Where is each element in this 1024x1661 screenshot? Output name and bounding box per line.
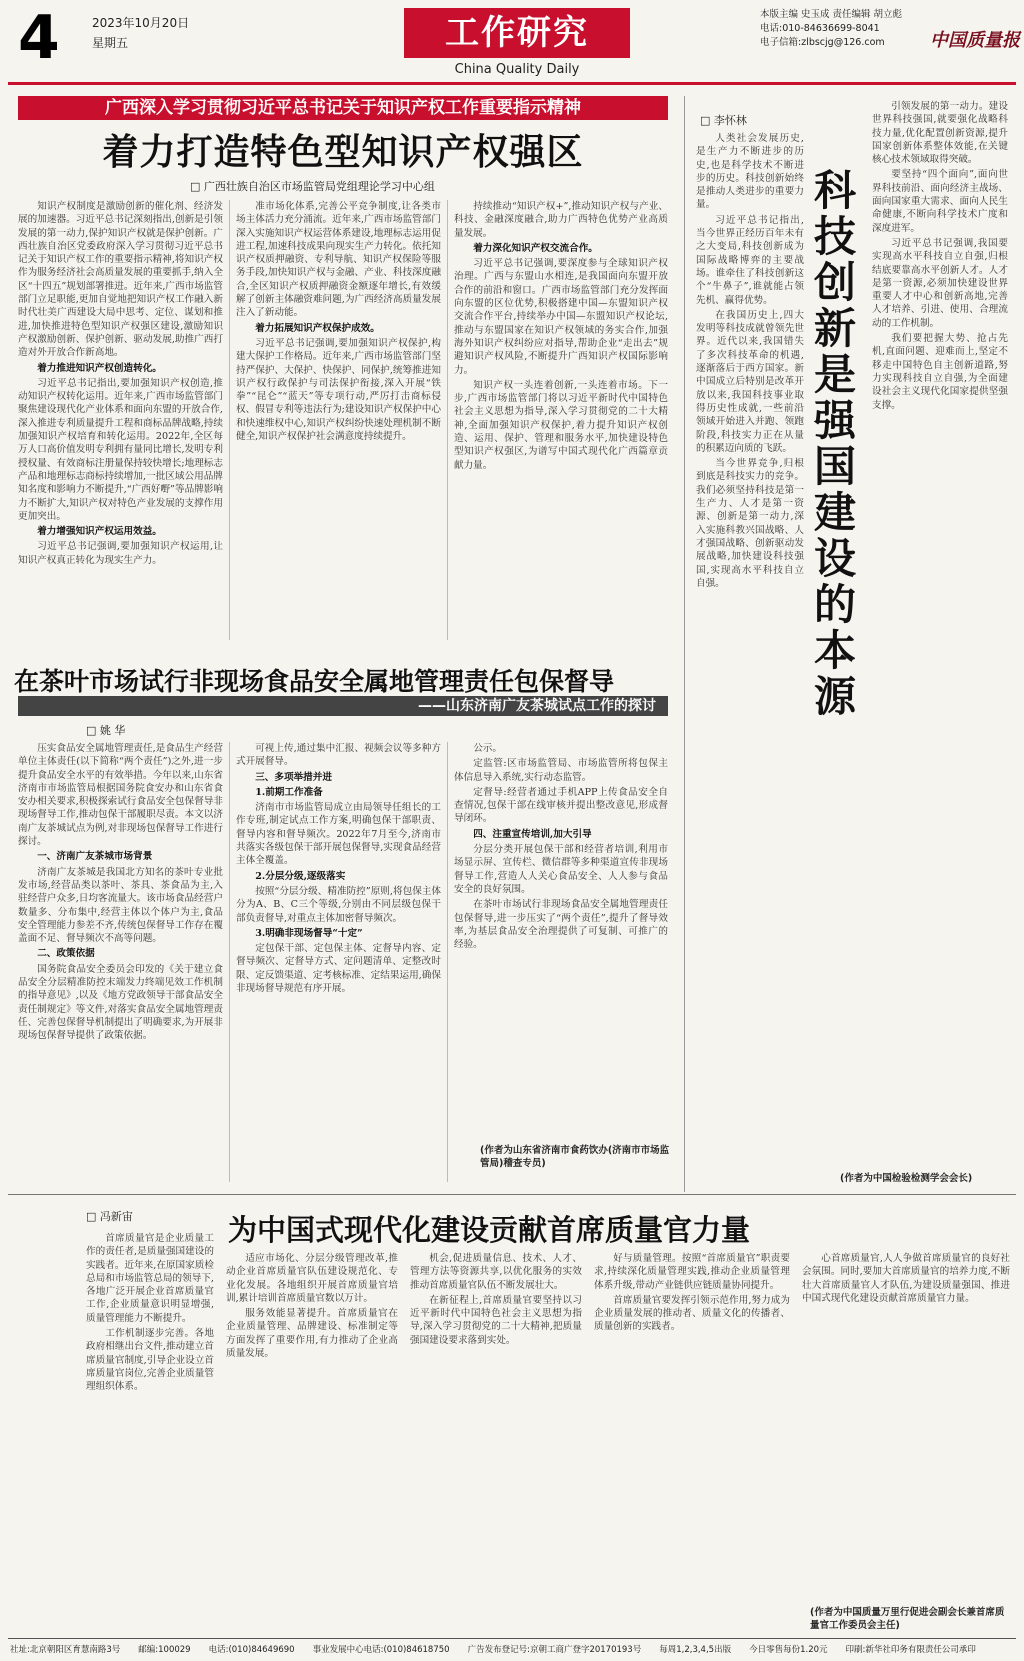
- section-subheading: 2.分层分级,逐级落实: [255, 870, 346, 882]
- article4-byline: □ 冯新宙: [86, 1210, 133, 1223]
- paragraph: 济南市市场监管局成立由局领导任组长的工作专班,制定试点工作方案,明确包保干部职责、督导内容和督导频次。2022年7月至今,济南市共落实各级包保干部开展包保督导,实现食品经营主体全覆盖。: [236, 802, 441, 867]
- article2-column-2: [236, 742, 441, 1182]
- paragraph: 定包保干部、定包保主体、定督导内容、定督导频次、定督导方式、定问题清单、定整改时限、定反馈渠道、定考核标准、定结果运用,确保非现场督导规范有序开展。: [236, 943, 441, 995]
- editor-phone: 电话:010-84636699-8041: [760, 23, 880, 34]
- article4-column-4: [594, 1252, 790, 1628]
- section-title: 工作研究: [404, 8, 630, 58]
- article3-author-note: (作者为中国检验检测学会会长): [840, 1173, 973, 1184]
- article2-byline: □ 姚 华: [86, 724, 126, 737]
- article1-kicker: 广西深入学习贯彻习近平总书记关于知识产权工作重要指示精神: [18, 96, 668, 120]
- paragraph: 准市场化体系,完善公平竞争制度,让各类市场主体活力充分涌流。近年来,广西市场监管部门深入实施知识产权运营体系建设,地理标志运用促进工程,加速科技成果向现实生产力转化。依托知识产权质押融资、专利导航、知识产权保险等服务手段,加快知识产权与金融、产业、科技深度融合,全区知识产权质押融资金额逐年增长,有效缓解了创新主体融资难问题,为广西经济高质量发展注入了新动能。: [236, 201, 441, 319]
- paragraph: 在新征程上,首席质量官要坚持以习近平新时代中国特色社会主义思想为指导,深入学习贯彻党的二十大精神,把质量强国建设要求落到实处。: [410, 1294, 582, 1346]
- paper-english-name: China Quality Daily: [454, 62, 580, 77]
- paragraph: 机会,促进质量信息、技术、人才、管理方法等资源共享,以优化服务的实效推动首席质量官队伍不断发展壮大。: [410, 1253, 582, 1291]
- section-subheading: 二、政策依据: [37, 948, 95, 960]
- paragraph: 在茶叶市场试行非现场食品安全属地管理责任包保督导,进一步压实了“两个责任”,提升了督导效率,为基层食品安全治理提供了可复制、可推广的经验。: [454, 899, 668, 951]
- section-subheading: 着力增强知识产权运用效益。: [37, 526, 162, 538]
- paragraph: 习近平总书记指出,当今世界正经历百年未有之大变局,科技创新成为国际战略博弈的主要战场。谁牵住了科技创新这个“牛鼻子”,谁就能占领先机、赢得优势。: [696, 214, 804, 306]
- paragraph: 在我国历史上,四大发明等科技成就曾领先世界。近代以来,我国错失了多次科技革命的机遇,逐渐落后于西方国家。新中国成立后特别是改革开放以来,我国科技事业取得历史性成就,一些前沿领域开始进入并跑、领跑阶段,科技实力正在从量的积累迈向质的飞跃。: [696, 309, 804, 454]
- article2-author-note: (作者为山东省济南市食药饮办(济南市市场监管局)稽查专员): [480, 1145, 670, 1169]
- paragraph: 定督导:经营者通过手机APP上传食品安全自查情况,包保干部在线审核并提出整改意见,形成督导闭环。: [454, 786, 668, 825]
- article3-column-2: [872, 100, 1008, 1164]
- article1-headline: 着力打造特色型知识产权强区: [102, 132, 584, 173]
- paragraph: 适应市场化、分层分级管理改革,推动企业首席质量官队伍建设规范化、专业化发展。各地组织开展首席质量官培训,累计培训首席质量官数以万计。: [226, 1253, 398, 1304]
- paragraph: 可视上传,通过集中汇报、视频会议等多种方式开展督导。: [236, 743, 441, 768]
- paragraph: 按照“分层分级、精准防控”原则,将包保主体分为A、B、C三个等级,分别由不同层级包保干部负责督导,对重点主体加密督导频次。: [236, 885, 441, 924]
- paragraph: 首席质量官要发挥引领示范作用,努力成为企业质量发展的推动者、质量文化的传播者、质量创新的实践者。: [594, 1294, 790, 1333]
- footer-item: 事业发展中心电话:(010)84618750: [312, 1645, 450, 1655]
- footer-item: 印刷:新华社印务有限责任公司承印: [845, 1645, 976, 1655]
- newspaper-logo: 中国质量报: [930, 30, 1020, 51]
- section-subheading: 一、济南广友茶城市场背景: [37, 851, 153, 863]
- paragraph: 引领发展的第一动力。建设世界科技强国,就要强化战略科技力量,优化配置创新资源,提升国家创新体系整体效能,在关键核心技术领域取得突破。: [872, 101, 1008, 166]
- section-subheading: 着力拓展知识产权保护成效。: [255, 322, 380, 334]
- section-divider: [8, 1194, 1016, 1195]
- article1-byline-text: 广西壮族自治区市场监管局党组理论学习中心组: [203, 180, 435, 193]
- article3-headline: 科技创新是强国建设的本源: [808, 168, 857, 720]
- footer-item: 社址:北京朝阳区育慧南路3号: [10, 1645, 121, 1655]
- paragraph: 我们要把握大势、抢占先机,直面问题、迎难而上,坚定不移走中国特色自主创新道路,努力实现科技自立自强,为全面建设社会主义现代化国家提供坚强支撑。: [872, 333, 1008, 411]
- article3-column-1: [696, 132, 804, 1162]
- article2-subhead: ——山东济南广友茶城试点工作的探讨: [18, 696, 668, 716]
- article1-byline: □ 广西壮族自治区市场监管局党组理论学习中心组: [190, 180, 435, 193]
- paragraph: 服务效能显著提升。首席质量官在企业质量管理、品牌建设、标准制定等方面发挥了重要作用,有力推动了企业高质量发展。: [226, 1308, 398, 1360]
- paragraph: 压实食品安全属地管理责任,是食品生产经营单位主体责任(以下简称“两个责任”)之外,进一步提升食品安全水平的有效举措。今年以来,山东省济南市市场监管局根据国务院食安办和山东省食安办相关要求,积极探索试行食品安全包保督导非现场督导工作,推动包保干部履职尽责。本文以济南广友茶城试点为例,对非现场包保督导工作进行探讨。: [18, 743, 223, 848]
- column-divider: [229, 200, 230, 640]
- article4-column-1: [86, 1232, 214, 1628]
- paragraph: 国务院食品安全委员会印发的《关于建立食品安全分层精准防控末端发力终端见效工作机制的指导意见》,以及《地方党政领导干部食品安全责任制规定》等文件,对落实食品安全属地管理责任、完善包保督导机制提出了明确要求,为开展非现场包保督导提供了政策依据。: [18, 963, 223, 1042]
- article2-headline: 在茶叶市场试行非现场食品安全属地管理责任包保督导: [14, 667, 615, 696]
- article4-author-note: (作者为中国质量万里行促进会副会长兼首席质量官工作委员会主任): [810, 1607, 1005, 1631]
- section-subheading: 着力推进知识产权创造转化。: [37, 362, 162, 374]
- paragraph: 首席质量官是企业质量工作的责任者,是质量强国建设的实践者。近年来,在原国家质检总局和市场监管总局的领导下,各地广泛开展企业首席质量官工作,企业质量意识明显增强,质量管理能力不断提升。: [86, 1233, 214, 1324]
- footer-item: 邮编:100029: [138, 1645, 191, 1655]
- section-subheading: 1.前期工作准备: [255, 786, 323, 798]
- paragraph: 持续推动“知识产权+”,推动知识产权与产业、科技、金融深度融合,助力广西特色优势产业高质量发展。: [454, 201, 668, 239]
- article1-column-2: [236, 200, 441, 640]
- article2-column-1: [18, 742, 223, 1182]
- article4-column-3: [410, 1252, 582, 1628]
- editor-info: [760, 8, 902, 50]
- paragraph: 习近平总书记强调,要深度参与全球知识产权治理。广西与东盟山水相连,是我国面向东盟开放合作的前沿和窗口。广西市场监管部门充分发挥面向东盟的区位优势,积极搭建中国—东盟知识产权交流合作平台,持续举办中国—东盟知识产权论坛,推动与东盟国家在知识产权领域的务实合作,加强海外知识产权纠纷应对指导,帮助企业“走出去”规避知识产权风险,不断提升广西知识产权国际影响力。: [454, 258, 668, 376]
- paragraph: 工作机制逐步完善。各地政府相继出台文件,推动建立首席质量官制度,引导企业设立首席质量官岗位,完善企业质量管理组织体系。: [86, 1328, 214, 1393]
- article3-byline: □ 李怀林: [700, 114, 747, 127]
- paragraph: 当今世界竞争,归根到底是科技实力的竞争。我们必须坚持科技是第一生产力、人才是第一资源、创新是第一动力,深入实施科教兴国战略、人才强国战略、创新驱动发展战略,加快建设科技强国,实现高水平科技自立自强。: [696, 458, 804, 589]
- footer: [10, 1643, 1016, 1655]
- paragraph: 知识产权制度是激励创新的催化剂、经济发展的加速器。习近平总书记深刻指出,创新是引领发展的第一动力,保护知识产权就是保护创新。广西壮族自治区党委政府深入学习贯彻习近平总书记关于知识产权工作的重要指示精神,将知识产权作为服务经济社会高质量发展的重要抓手,纳入全区“十四五”规划部署推进。近年来,广西市场监管部门立足职能,更加自觉地把知识产权工作融入新时代壮美广西建设大局中思考、定位、谋划和推进,加快推进特色型知识产权强区建设,激励知识产权激励创新、保护创新、驱动发展,助推广西打造对外开放合作新高地。: [18, 201, 223, 359]
- article3-byline-text: 李怀林: [713, 114, 747, 127]
- paragraph: 知识产权一头连着创新,一头连着市场。下一步,广西市场监管部门将以习近平新时代中国特色社会主义思想为指导,深入学习贯彻党的二十大精神,全面加强知识产权保护,着力提升知识产权创造、运用、保护、管理和服务水平,加快建设特色型知识产权强区,为谱写中国式现代化广西篇章贡献力量。: [454, 379, 668, 471]
- article2-column-3: [454, 742, 668, 1137]
- section-subheading: 四、注重宣传培训,加大引导: [473, 828, 592, 840]
- article4-column-2: [226, 1252, 398, 1628]
- footer-rule: [8, 1638, 1016, 1639]
- paragraph: 人类社会发展历史,是生产力不断进步的历史,也是科学技术不断进步的历史。科技创新始终是推动人类进步的重要力量。: [696, 133, 804, 211]
- section-subheading: 三、多项举措并进: [255, 771, 332, 783]
- masthead-rule: [8, 82, 1016, 85]
- page-number: 4: [18, 3, 60, 73]
- article1-column-3: [454, 200, 668, 640]
- paragraph: 公示。: [473, 743, 502, 754]
- paragraph: 习近平总书记强调,要加强知识产权运用,让知识产权真正转化为现实生产力。: [18, 541, 223, 566]
- article4-headline: 为中国式现代化建设贡献首席质量官力量: [228, 1213, 751, 1247]
- paragraph: 好与质量管理。按照“首席质量官”职责要求,持续深化质量管理实践,推动企业质量管理体系升级,带动产业链供应链质量协同提升。: [594, 1253, 790, 1291]
- article4-column-5: [802, 1252, 1010, 1602]
- footer-item: 每周1,2,3,4,5出版: [659, 1645, 732, 1655]
- column-divider: [229, 742, 230, 1182]
- paragraph: 心首席质量官,人人争做首席质量官的良好社会氛围。同时,要加大首席质量官的培养力度,不断壮大首席质量官人才队伍,为建设质量强国、推进中国式现代化建设贡献首席质量官力量。: [802, 1253, 1010, 1304]
- editor-email: 电子信箱:zlbscjg@126.com: [760, 37, 885, 48]
- article4-byline-text: 冯新宙: [99, 1210, 133, 1223]
- article1-column-1: [18, 200, 223, 640]
- paragraph: 定监管:区市场监管局、市场监管所将包保主体信息导入系统,实行动态监管。: [454, 758, 668, 783]
- paragraph: 济南广友茶城是我国北方知名的茶叶专业批发市场,经营品类以茶叶、茶具、茶食品为主,入驻经营户众多,日均客流量大。该市场食品经营户数量多、分布集中,经营主体以个体户为主,食品安全管理能力参差不齐,传统包保督导工作存在覆盖面不足、督导频次不高等问题。: [18, 866, 223, 945]
- footer-item: 广告发布登记号:京朝工商广登字20170193号: [467, 1645, 642, 1655]
- editor-line: 本版主编 史玉成 责任编辑 胡立彪: [760, 9, 903, 20]
- column-divider: [447, 742, 448, 1182]
- paragraph: 分层分类开展包保干部和经营者培训,利用市场显示屏、宣传栏、微信群等多种渠道宣传非现场督导工作,营造人人关心食品安全、人人参与食品安全的良好氛围。: [454, 844, 668, 895]
- section-subheading: 着力深化知识产权交流合作。: [473, 242, 598, 254]
- section-subheading: 3.明确非现场督导“十定”: [255, 927, 363, 939]
- issue-date: 2023年10月20日: [92, 16, 190, 30]
- paragraph: 习近平总书记强调,要加强知识产权保护,构建大保护工作格局。近年来,广西市场监管部门坚持严保护、大保护、快保护、同保护,统筹推进知识产权行政保护与司法保护衔接,深入开展“铁拳”“昆仑”“蓝天”等专项行动,严厉打击商标侵权、假冒专利等违法行为;建设知识产权保护中心和快速维权中心,知识产权纠纷快速处理机制不断健全,知识产权保护社会满意度持续提升。: [236, 337, 441, 443]
- masthead: [0, 0, 1024, 82]
- footer-item: 电话:(010)84649690: [208, 1645, 295, 1655]
- issue-weekday: 星期五: [92, 36, 129, 50]
- paragraph: 习近平总书记强调,我国要实现高水平科技自立自强,归根结底要靠高水平创新人才。人才是第一资源,必须加快建设世界重要人才中心和创新高地,完善人才培养、引进、使用、合理流动的工作机制。: [872, 237, 1008, 329]
- paragraph: 习近平总书记指出,要加强知识产权创造,推动知识产权转化运用。近年来,广西市场监管部门聚焦建设现代化产业体系和面向东盟的开放合作,深入推进专利质量提升工程和商标品牌战略,持续加强知识产权培育和转化运用。2022年,全区每万人口高价值发明专利拥有量同比增长,发明专利授权量、有效商标注册量保持较快增长;地理标志产品和地理标志商标持续增加,一批区域公用品牌知名度和影响力不断提升,“广西好嘢”等品牌影响力不断扩大,知识产权对特色产业发展的支撑作用更加突出。: [18, 377, 223, 522]
- column-divider: [447, 200, 448, 640]
- paragraph: 要坚持“四个面向”,面向世界科技前沿、面向经济主战场、面向国家重大需求、面向人民生命健康,不断向科学技术广度和深度进军。: [872, 169, 1008, 234]
- footer-item: 今日零售每份1.20元: [749, 1645, 828, 1655]
- article2-byline-text: 姚 华: [99, 724, 126, 737]
